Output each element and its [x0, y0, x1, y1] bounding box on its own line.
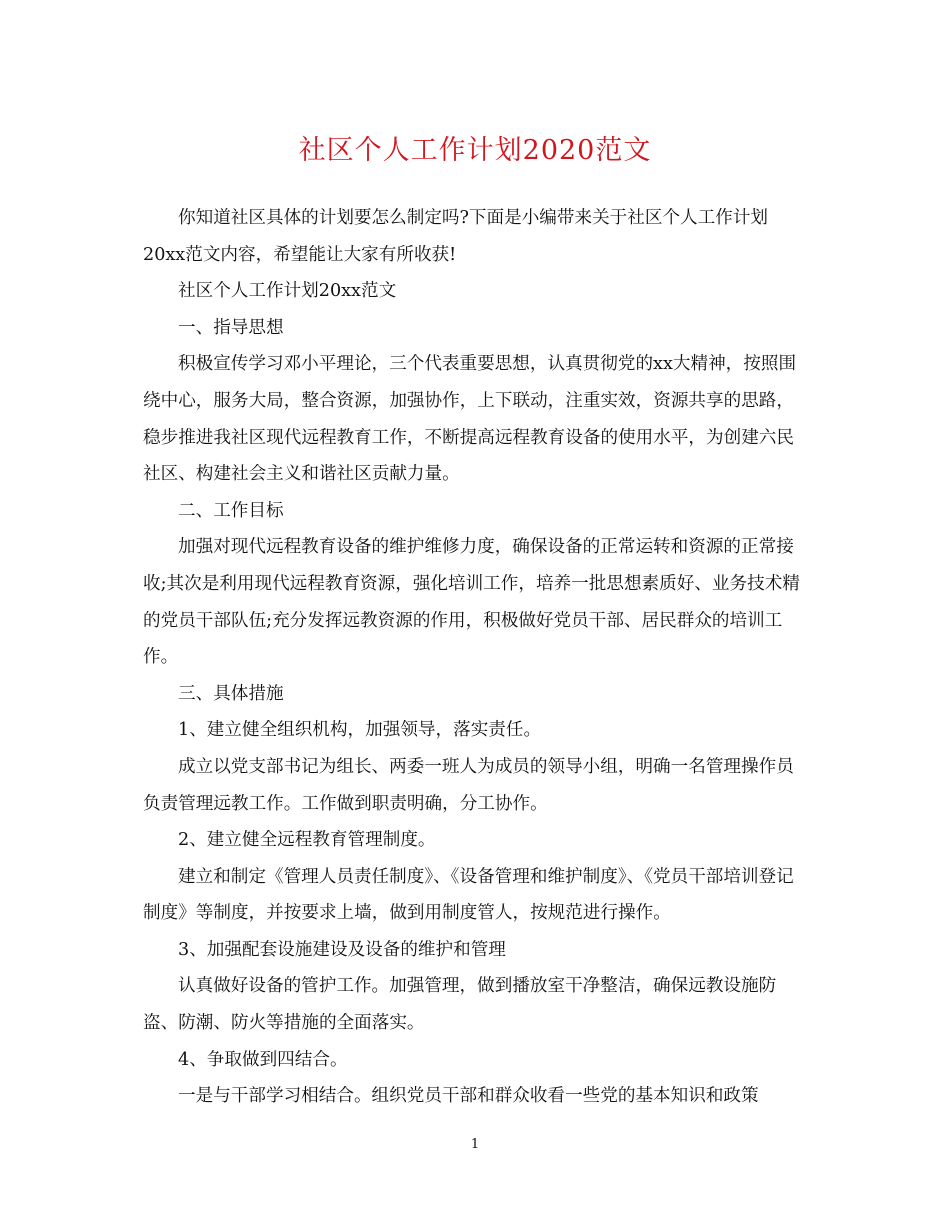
paragraph-measure-2: 建立和制定《管理人员责任制度》、《设备管理和维护制度》、《党员干部培训登记制度》等制度，并按要求上墙，做到用制度管人，按规范进行操作。: [143, 866, 794, 924]
paragraph-intro: 你知道社区具体的计划要怎么制定吗?下面是小编带来关于社区个人工作计划20xx范文内容，希望能让大家有所收获!: [143, 208, 769, 265]
page-number: 1: [470, 1137, 480, 1152]
document-title: 社区个人工作计划2020范文: [298, 135, 652, 166]
paragraph-measure-4: 一是与干部学习相结合。组织党员干部和群众收看一些党的基本知识和政策: [178, 1086, 759, 1107]
section-heading-guiding-thought: 一、指导思想: [178, 317, 284, 338]
measure-heading-3: 3、加强配套设施建设及设备的维护和管理: [178, 939, 506, 960]
paragraph-guiding-thought: 积极宣传学习邓小平理论，三个代表重要思想，认真贯彻党的xx大精神，按照围绕中心，服务大局，整合资源，加强协作，上下联动，注重实效，资源共享的思路，稳步推进我社区现代远程教育工作，不断提高远程教育设备的使用水平，为创建六民社区、构建社会主义和谐社区贡献力量。: [143, 354, 797, 485]
measure-heading-4: 4、争取做到四结合。: [178, 1049, 348, 1070]
paragraph-work-goals: 加强对现代远程教育设备的维护维修力度，确保设备的正常运转和资源的正常接收;其次是利用现代远程教育资源，强化培训工作，培养一批思想素质好、业务技术精的党员干部队伍;充分发挥远教资源的作用，积极做好党员干部、居民群众的培训工作。: [143, 537, 800, 668]
section-heading-measures: 三、具体措施: [178, 683, 284, 704]
paragraph-measure-1: 成立以党支部书记为组长、两委一班人为成员的领导小组，明确一名管理操作员负责管理远教工作。工作做到职责明确，分工协作。: [143, 756, 794, 814]
paragraph-measure-3: 认真做好设备的管护工作。加强管理，做到播放室干净整洁，确保远教设施防盗、防潮、防火等措施的全面落实。: [143, 976, 777, 1034]
measure-heading-2: 2、建立健全远程教育管理制度。: [178, 830, 436, 851]
measure-heading-1: 1、建立健全组织机构，加强领导，落实责任。: [178, 720, 542, 741]
paragraph-subtitle: 社区个人工作计划20xx范文: [178, 281, 397, 302]
section-heading-work-goals: 二、工作目标: [178, 500, 284, 521]
document-body: [143, 200, 803, 1115]
